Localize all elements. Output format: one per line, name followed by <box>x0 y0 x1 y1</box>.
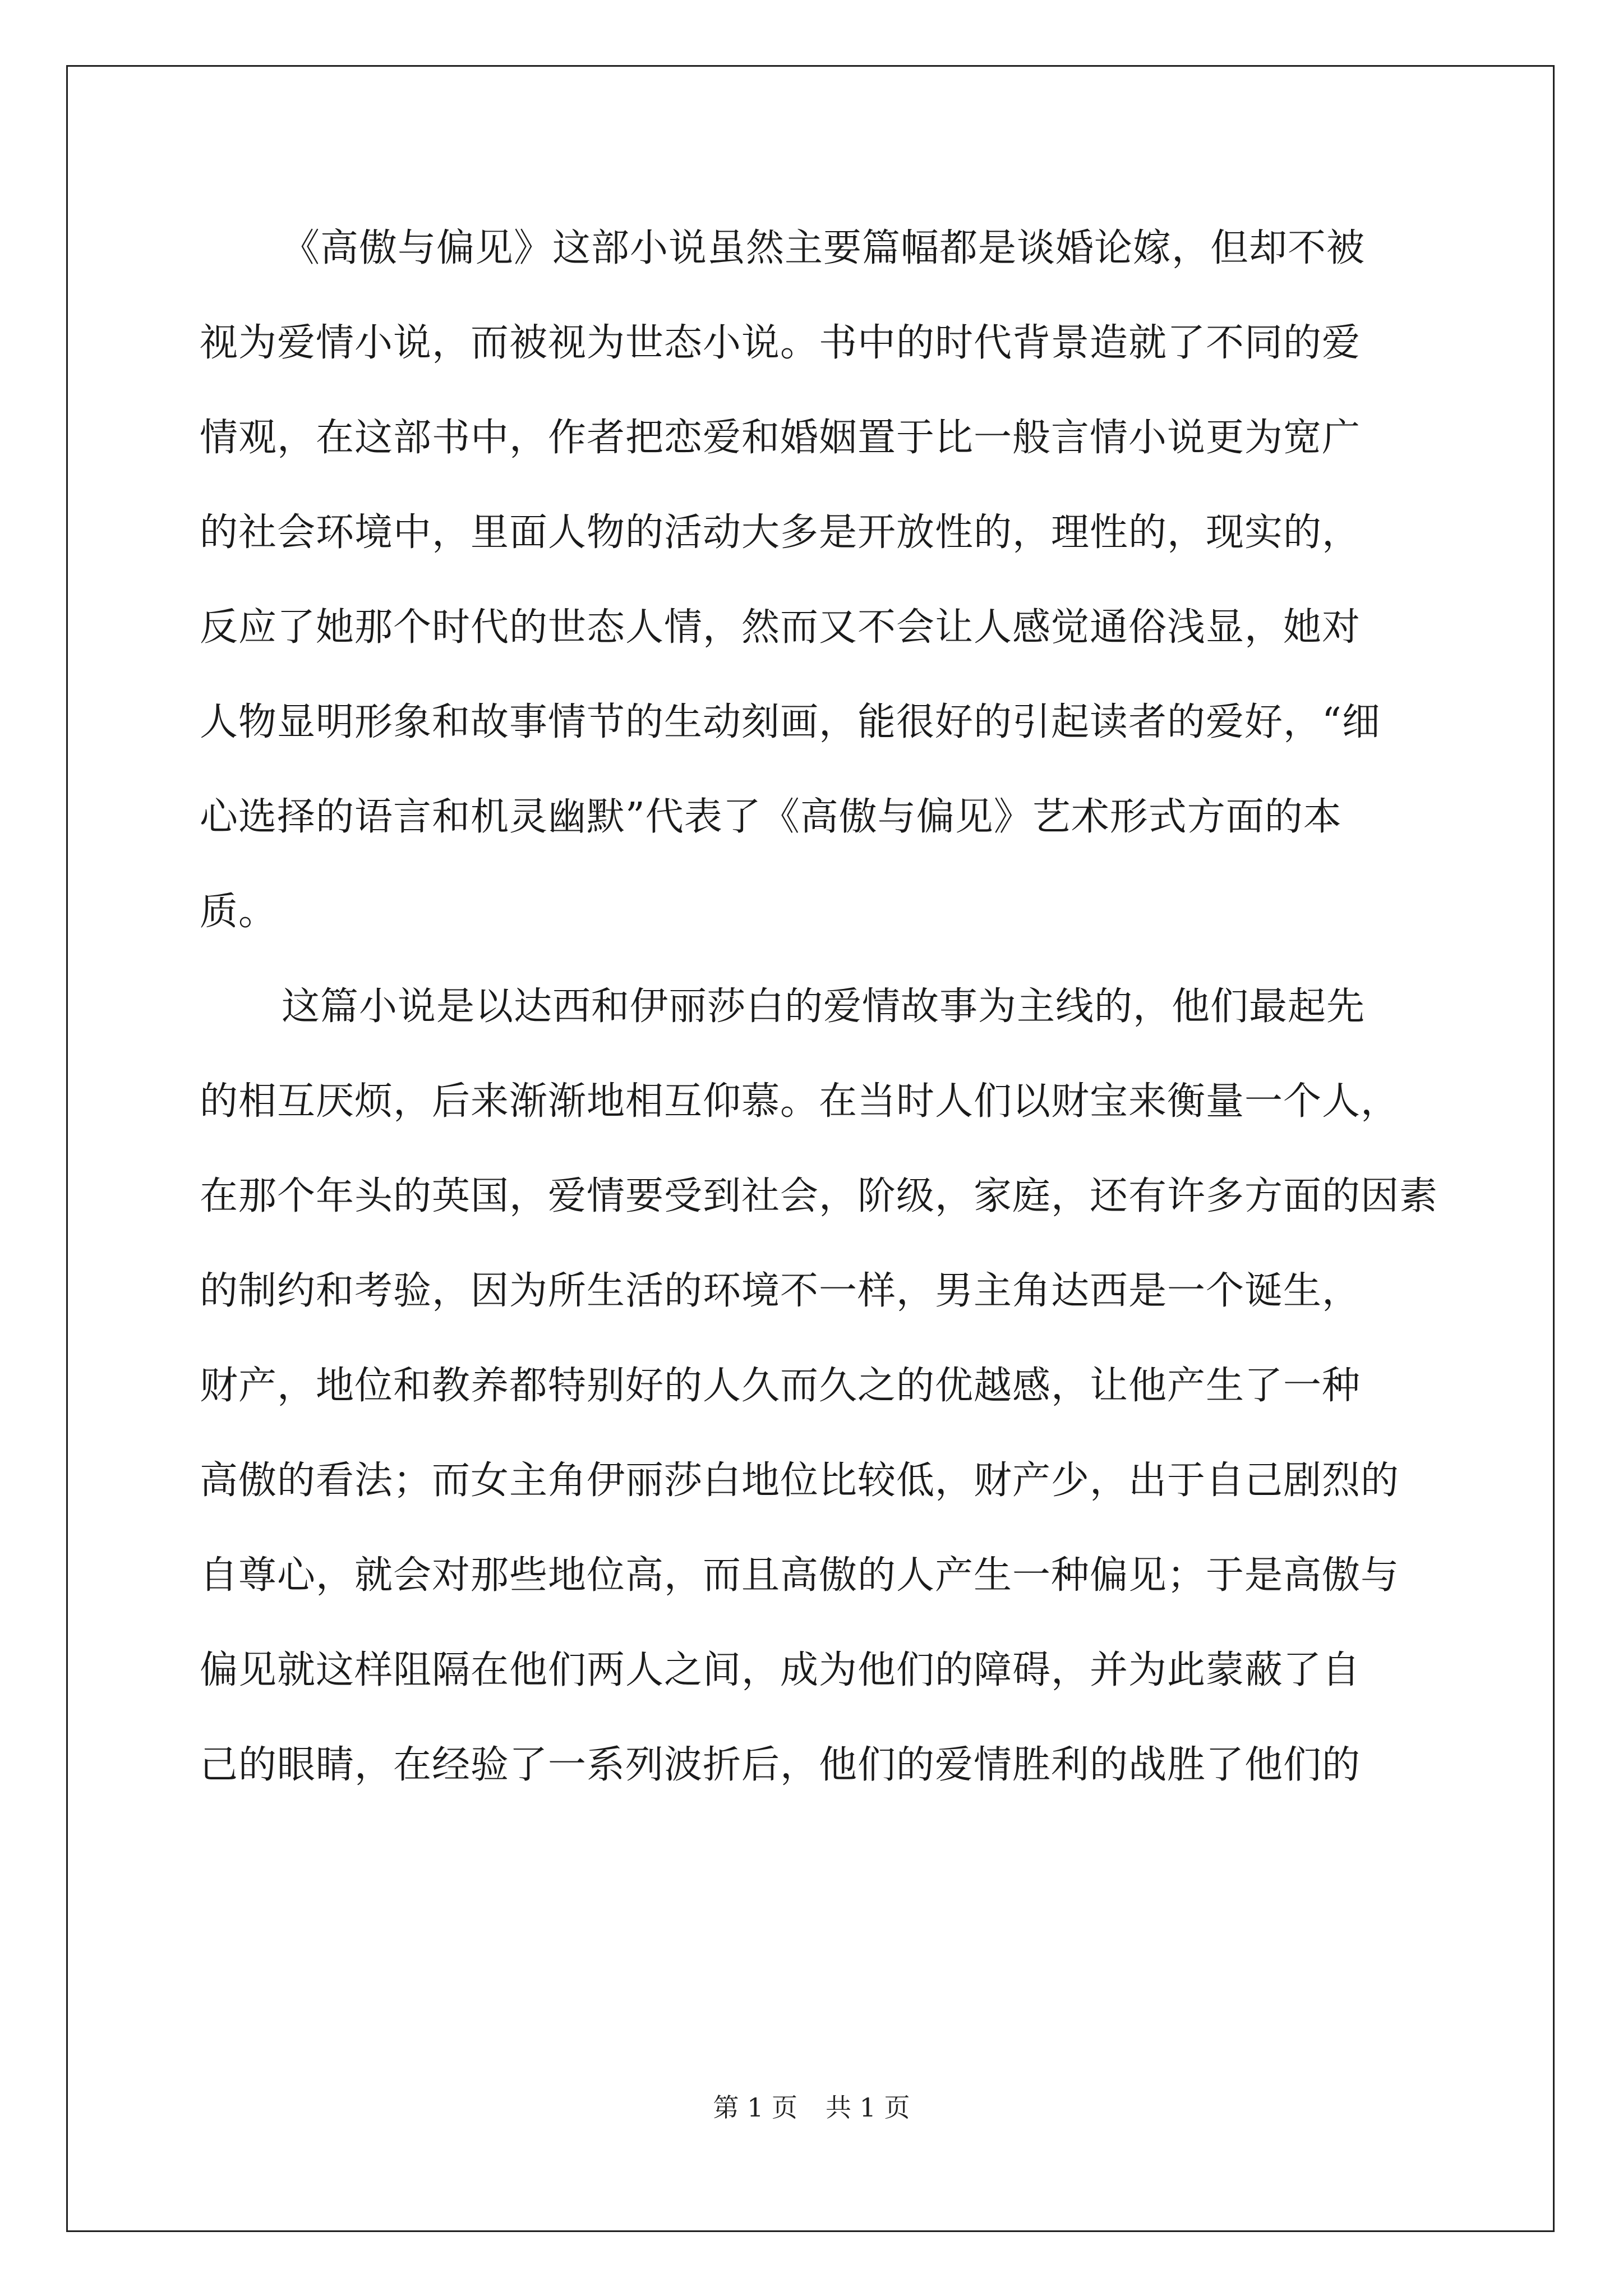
paragraph-1-line-5: 反应了她那个时代的世态人情，然而又不会让人感觉通俗浅显，她对 <box>200 605 1361 650</box>
paragraph-2-line-8: 偏见就这样阻隔在他们两人之间，成为他们的障碍，并为此蒙蔽了自 <box>200 1648 1361 1692</box>
paragraph-1-line-3: 情观，在这部书中，作者把恋爱和婚姻置于比一般言情小说更为宽广 <box>200 416 1361 460</box>
page-border <box>66 65 1555 2232</box>
paragraph-1-line-1: 《高傲与偏见》这部小说虽然主要篇幅都是谈婚论嫁，但却不被 <box>282 226 1366 270</box>
paragraph-2-line-7: 自尊心，就会对那些地位高，而且高傲的人产生一种偏见；于是高傲与 <box>200 1553 1400 1598</box>
paragraph-2-line-3: 在那个年头的英国，爱情要受到社会，阶级，家庭，还有许多方面的因素 <box>200 1174 1438 1218</box>
paragraph-1-line-8: 质。 <box>200 890 278 934</box>
paragraph-1-line-4: 的社会环境中，里面人物的活动大多是开放性的，理性的，现实的， <box>200 510 1361 555</box>
paragraph-2-line-6: 高傲的看法；而女主角伊丽莎白地位比较低，财产少，出于自己剧烈的 <box>200 1458 1400 1503</box>
paragraph-2-line-1: 这篇小说是以达西和伊丽莎白的爱情故事为主线的，他们最起先 <box>282 984 1366 1029</box>
paragraph-2-line-9: 己的眼睛，在经验了一系列波折后，他们的爱情胜利的战胜了他们的 <box>200 1743 1361 1787</box>
paragraph-2-line-2: 的相互厌烦，后来渐渐地相互仰慕。在当时人们以财宝来衡量一个人， <box>200 1079 1400 1124</box>
paragraph-2-line-4: 的制约和考验，因为所生活的环境不一样，男主角达西是一个诞生， <box>200 1269 1361 1313</box>
paragraph-1-line-2: 视为爱情小说，而被视为世态小说。书中的时代背景造就了不同的爱 <box>200 321 1361 365</box>
paragraph-2-line-5: 财产，地位和教养都特别好的人久而久之的优越感，让他产生了一种 <box>200 1364 1361 1408</box>
paragraph-1-line-6: 人物显明形象和故事情节的生动刻画，能很好的引起读者的爱好，“细 <box>200 700 1381 744</box>
page-footer <box>0 2092 1623 2123</box>
page-total: 共 1 页 <box>826 2092 910 2123</box>
page-number: 第 1 页 <box>713 2092 797 2123</box>
paragraph-1-line-7: 心选择的语言和机灵幽默”代表了《高傲与偏见》艺术形式方面的本 <box>200 795 1342 839</box>
